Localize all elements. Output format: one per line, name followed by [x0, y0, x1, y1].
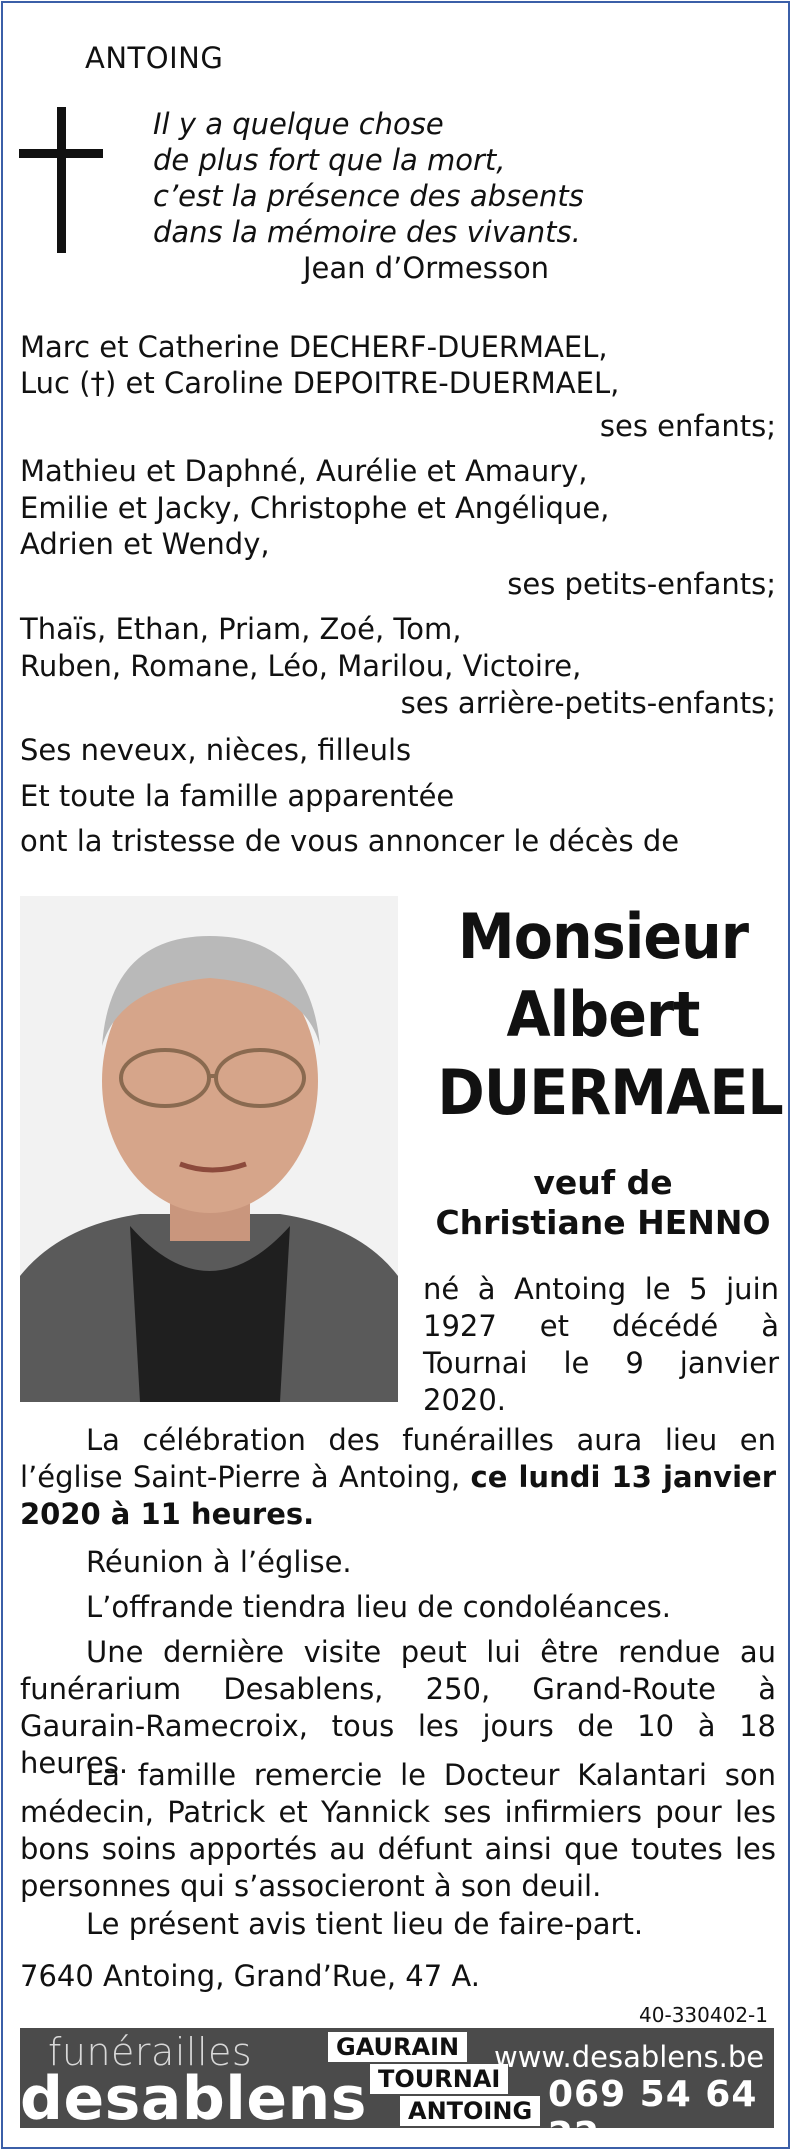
funeral-home-banner	[20, 2028, 774, 2156]
deceased-title: Monsieur	[457, 900, 749, 973]
offering-text: L’offrande tiendra lieu de condoléances.	[86, 1590, 672, 1624]
portrait-photo	[20, 896, 398, 1402]
quote-line: de plus fort que la mort,	[153, 143, 506, 177]
location-gaurain: GAURAIN	[328, 2032, 467, 2062]
quote-line: c’est la présence des absents	[153, 179, 584, 213]
deceased-name	[423, 898, 783, 1132]
family-role: ses enfants;	[599, 409, 776, 443]
family-role: ses petits-enfants;	[507, 567, 776, 601]
address-text: 7640 Antoing, Grand’Rue, 47 A.	[20, 1959, 480, 1993]
birth-death-text: né à Antoing le 5 juin 1927 et décédé à Tournai le 9 janvier 2020.	[423, 1272, 779, 1417]
family-line: Mathieu et Daphné, Aurélie et Amaury,	[20, 454, 588, 488]
family-line: Adrien et Wendy,	[20, 527, 270, 561]
meeting-text: Réunion à l’église.	[86, 1545, 352, 1579]
cross-icon	[19, 107, 103, 253]
portrait-illustration	[20, 896, 398, 1402]
family-line: Ses neveux, nièces, filleuls	[20, 733, 412, 767]
phone-number: 069 54 64 22	[548, 2074, 758, 2156]
visit-text: Une dernière visite peut lui être rendue au funérarium Desablens, 250, Grand-Route à Gaurain-Ramecroix, tous les jours de 10 à 18 heures.	[20, 1635, 776, 1780]
family-line: Thaïs, Ethan, Priam, Zoé, Tom,	[20, 612, 462, 646]
ceremony-date: ce lundi 13 janvier 2020 à 11 heures.	[20, 1460, 776, 1531]
quote	[153, 106, 633, 250]
family-line: Luc (†) et Caroline DEPOITRE-DUERMAEL,	[20, 366, 620, 400]
family-line: Ruben, Romane, Léo, Marilou, Victoire,	[20, 649, 582, 683]
thanks-text: La famille remercie le Docteur Kalantari son médecin, Patrick et Yannick ses infirmiers pour les bons soins apportés au défunt ainsi que toutes les personnes qui s’associeront à son deuil.	[20, 1758, 776, 1903]
quote-line: Il y a quelque chose	[153, 107, 444, 141]
notice-text: Le présent avis tient lieu de faire-part.	[86, 1907, 644, 1941]
town-heading: ANTOING	[85, 41, 224, 75]
reference-number: 40-330402-1	[639, 2003, 768, 2027]
family-line: ont la tristesse de vous annoncer le décès de	[20, 824, 680, 858]
quote-author: Jean d’Ormesson	[303, 251, 550, 285]
widower-line: veuf de	[533, 1163, 673, 1202]
spouse-name: Christiane HENNO	[435, 1203, 771, 1242]
deceased-last-name: DUERMAEL	[437, 1056, 783, 1129]
family-line: Et toute la famille apparentée	[20, 779, 455, 813]
quote-line: dans la mémoire des vivants.	[153, 215, 581, 249]
obituary-notice	[1, 1, 790, 2156]
family-line: Marc et Catherine DECHERF-DUERMAEL,	[20, 330, 608, 364]
website: www.desablens.be	[494, 2040, 765, 2074]
brand-top: funérailles	[48, 2030, 253, 2074]
brand-bottom: desablens	[20, 2064, 367, 2134]
location-tournai: TOURNAI	[370, 2064, 508, 2094]
family-line: Emilie et Jacky, Christophe et Angélique,	[20, 491, 610, 525]
ceremony-paragraph	[20, 1422, 776, 1533]
location-antoing: ANTOING	[400, 2096, 540, 2126]
ceremony-text: La célébration des funérailles aura lieu en l’église Saint-Pierre à Antoing,	[20, 1423, 776, 1494]
family-role: ses arrière-petits-enfants;	[400, 686, 776, 720]
deceased-first-name: Albert	[506, 978, 700, 1051]
